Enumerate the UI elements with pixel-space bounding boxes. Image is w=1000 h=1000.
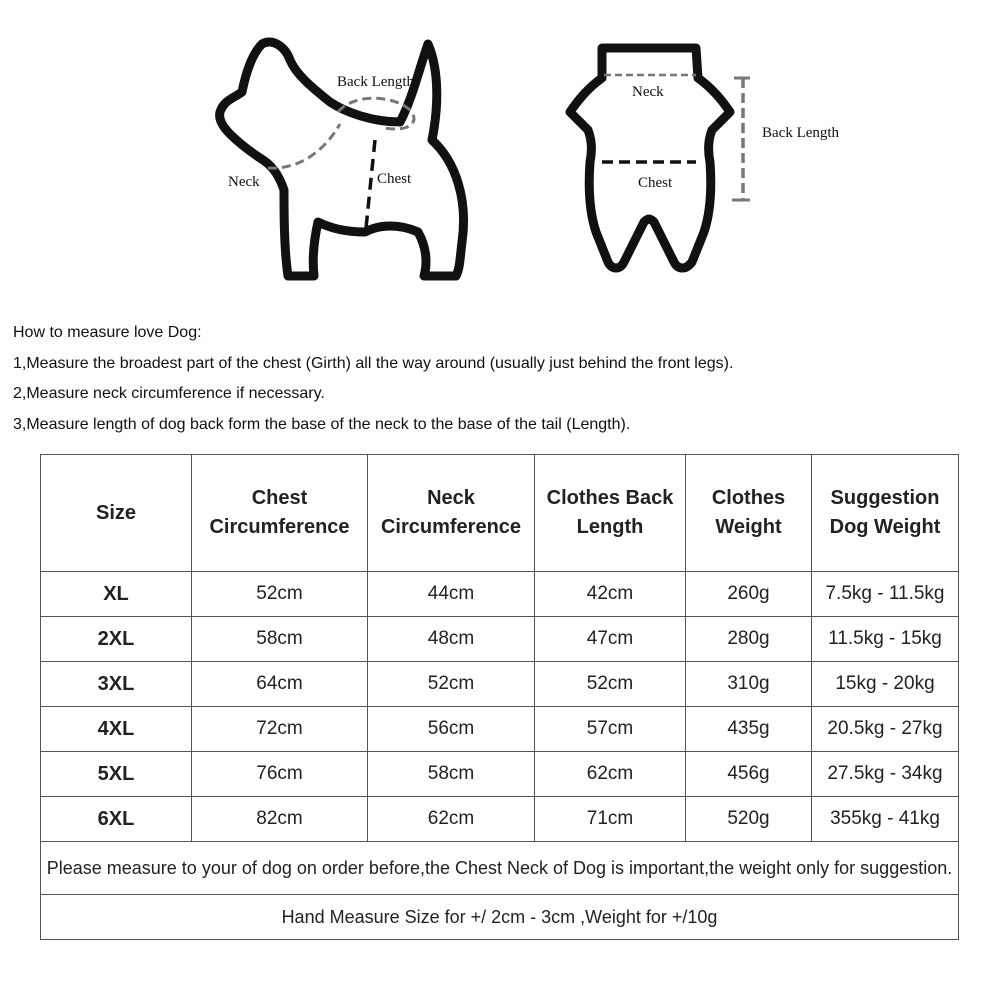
dog-weight-cell: 20.5kg - 27kg [812,707,959,752]
garment-silhouette [570,48,730,268]
size-chart-table [40,454,959,940]
column-header-dog-weight: Suggestion Dog Weight [812,455,959,572]
clothes-weight-cell: 310g [686,662,812,707]
column-header-size: Size [41,455,192,572]
dog-chest-label: Chest [377,171,412,187]
table-row [41,707,959,752]
garment-back-length-label: Back Length [762,125,840,141]
garment-chest-label: Chest [638,175,673,191]
clothes-weight-cell: 435g [686,707,812,752]
clothes-weight-cell: 280g [686,617,812,662]
back-length-cell: 62cm [535,752,686,797]
dog-weight-cell: 27.5kg - 34kg [812,752,959,797]
tolerance-note: Hand Measure Size for +/ 2cm - 3cm ,Weight for +/10g [41,895,959,940]
column-header-back-length: Clothes Back Length [535,455,686,572]
dog-weight-cell: 11.5kg - 15kg [812,617,959,662]
dog-weight-cell: 15kg - 20kg [812,662,959,707]
column-header-chest: Chest Circumference [192,455,368,572]
dog-weight-cell: 355kg - 41kg [812,797,959,842]
chest-cell: 64cm [192,662,368,707]
dog-neck-label: Neck [228,174,260,190]
chest-cell: 82cm [192,797,368,842]
clothes-weight-cell: 520g [686,797,812,842]
instruction-step: 3,Measure length of dog back form the base of the neck to the base of the tail (Length). [13,415,631,433]
instruction-step: 2,Measure neck circumference if necessary. [13,385,325,402]
neck-cell: 62cm [368,797,535,842]
table-row [41,662,959,707]
back-length-cell: 71cm [535,797,686,842]
table-row [41,572,959,617]
neck-cell: 52cm [368,662,535,707]
back-length-cell: 52cm [535,662,686,707]
instructions-heading: How to measure love Dog: [13,324,202,341]
dog-weight-cell: 7.5kg - 11.5kg [812,572,959,617]
neck-cell: 56cm [368,707,535,752]
column-header-neck: Neck Circumference [368,455,535,572]
size-cell: XL [41,572,192,617]
neck-cell: 48cm [368,617,535,662]
chest-cell: 76cm [192,752,368,797]
table-header-row [41,455,959,572]
table-row [41,752,959,797]
neck-cell: 58cm [368,752,535,797]
back-length-cell: 47cm [535,617,686,662]
dog-back-length-label: Back Length [337,74,415,90]
measure-note: Please measure to your of dog on order before,the Chest Neck of Dog is important,the weight only for suggestion. [41,842,959,895]
column-header-clothes-weight: Clothes Weight [686,455,812,572]
neck-cell: 44cm [368,572,535,617]
size-cell: 2XL [41,617,192,662]
table-note-row [41,842,959,895]
dog-measurement-diagram [0,0,500,300]
instruction-step: 1,Measure the broadest part of the chest (Girth) all the way around (usually just behind the front legs). [13,354,734,372]
back-length-cell: 42cm [535,572,686,617]
garment-measurement-diagram [500,0,1000,300]
table-row [41,797,959,842]
size-cell: 6XL [41,797,192,842]
size-cell: 4XL [41,707,192,752]
size-cell: 3XL [41,662,192,707]
table-row [41,617,959,662]
measuring-instructions [13,318,983,440]
size-cell: 5XL [41,752,192,797]
table-tolerance-row [41,895,959,940]
chest-cell: 52cm [192,572,368,617]
chest-cell: 72cm [192,707,368,752]
garment-neck-label: Neck [632,84,664,100]
chest-cell: 58cm [192,617,368,662]
clothes-weight-cell: 260g [686,572,812,617]
clothes-weight-cell: 456g [686,752,812,797]
back-length-cell: 57cm [535,707,686,752]
